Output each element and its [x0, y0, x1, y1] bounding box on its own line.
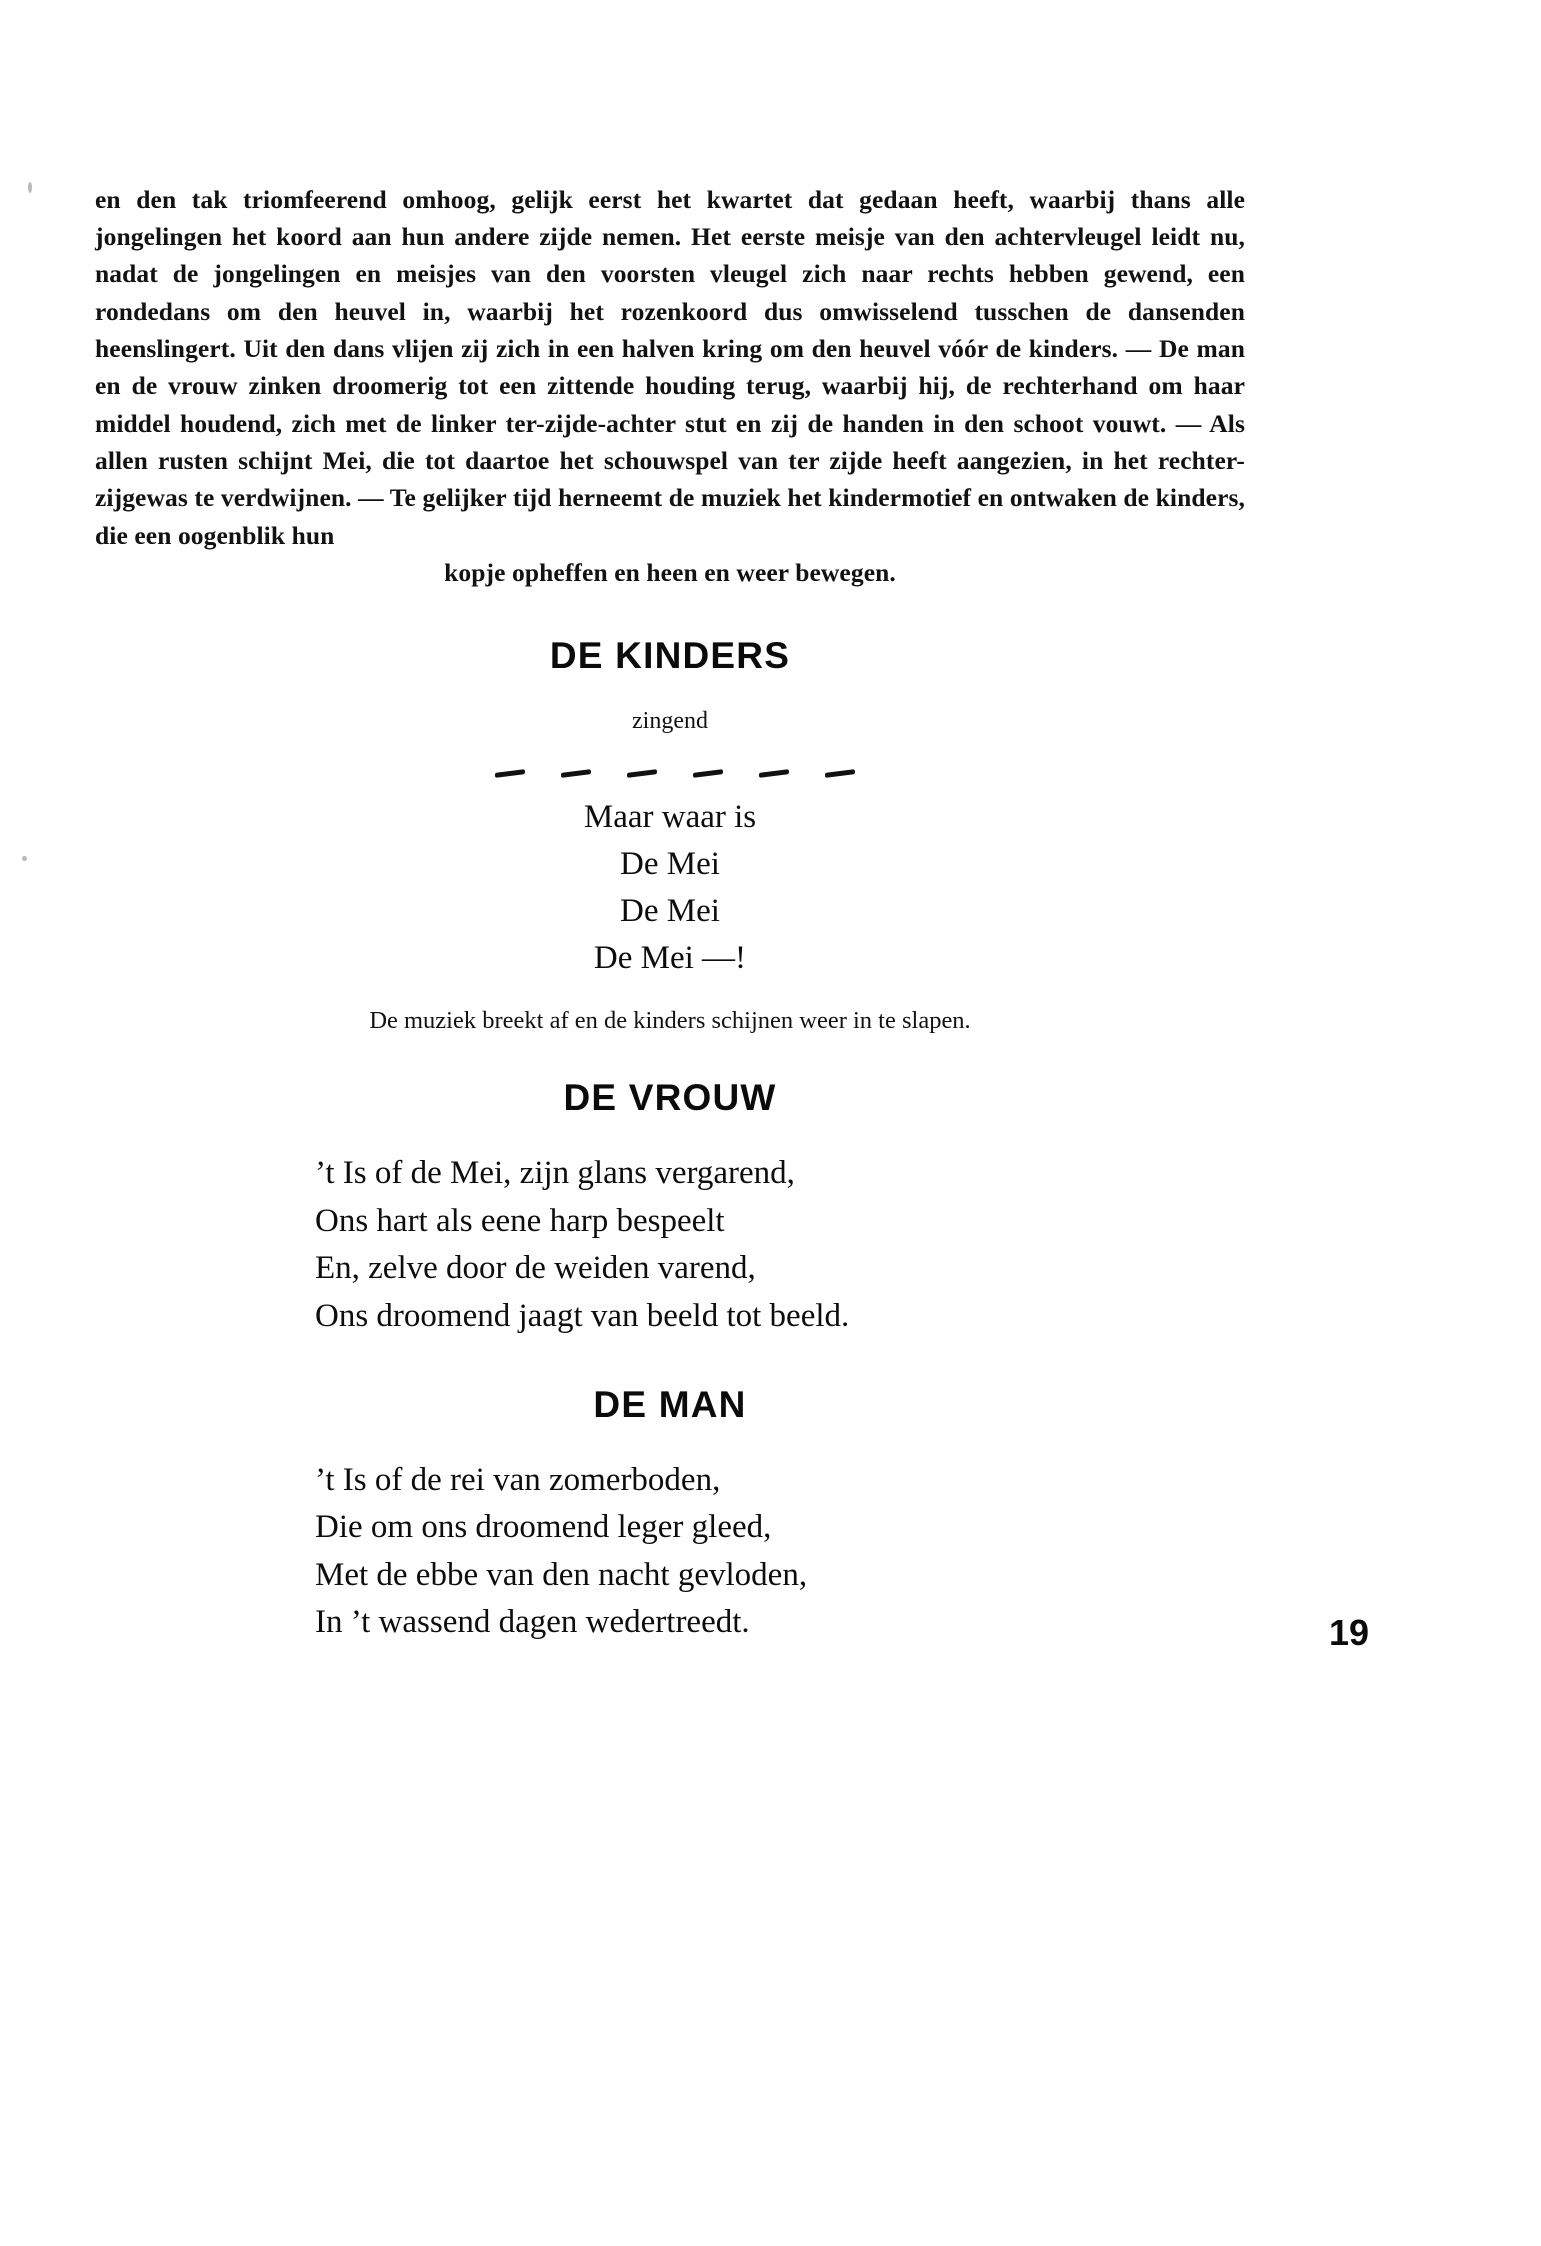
verse-man	[95, 1457, 1245, 1647]
dash-icon	[495, 769, 525, 778]
verse-line: De Mei —!	[593, 939, 747, 976]
page-number: 19	[1328, 1612, 1369, 1653]
speaker-heading-kinders: DE KINDERS	[549, 635, 791, 677]
verse-vrouw	[95, 1150, 1245, 1340]
stage-direction-paragraph	[95, 181, 1245, 592]
verse-line: Die om ons droomend leger gleed,	[315, 1509, 772, 1546]
stage-direction-note: De muziek breekt af en de kinders schijnen weer in te slapen.	[369, 1007, 971, 1035]
page-content	[95, 155, 1245, 1647]
speaker-heading-vrouw: DE VROUW	[563, 1077, 777, 1119]
scan-artifact-icon	[22, 856, 27, 861]
verse-line: De Mei	[620, 892, 720, 929]
verse-line: En, zelve door de weiden varend,	[315, 1250, 756, 1287]
verse-line: Met de ebbe van den nacht gevloden,	[315, 1556, 808, 1593]
dash-icon	[627, 769, 657, 778]
verse-kinders	[95, 794, 1245, 981]
dash-icon	[561, 769, 591, 778]
music-rest-dashes	[105, 771, 1245, 776]
stage-direction-last-line: kopje opheffen en heen en weer bewegen.	[444, 557, 896, 587]
speaker-heading-man: DE MAN	[593, 1384, 747, 1426]
verse-line: Maar waar is	[583, 798, 757, 835]
verse-line: In ’t wassend dagen wedertreedt.	[315, 1604, 750, 1641]
dash-icon	[825, 769, 855, 778]
stage-direction-text: en den tak triomfeerend omhoog, gelijk eerst het kwartet dat gedaan heeft, waarbij thans alle jongelingen het koord aan hun andere zijde nemen. Het eerste meisje van den achtervleugel leidt nu, nadat de jongelingen en meisjes van den voorsten vleugel zich naar rechts hebben gewend, een rondedans om den heuvel in, waarbij het rozenkoord dus omwisselend tusschen de dansenden heenslingert. Uit den dans vlijen zij zich in een halven kring om den heuvel vóór de kinders. — De man en de vrouw zinken droomerig tot een zittende houding terug, waarbij hij, de rechterhand om haar middel houdend, zich met de linker ter-zijde-achter stut en zij de handen in den schoot vouwt. — Als allen rusten schijnt Mei, die tot daartoe het schouwspel van ter zijde heeft aangezien, in het rechter-zijgewas te verdwijnen. — Te gelijker tijd herneemt de muziek het kindermotief en ontwaken de kinders, die een oogenblik hun	[95, 184, 1245, 550]
scan-artifact-icon	[28, 182, 32, 193]
verse-line: De Mei	[620, 845, 720, 882]
speaker-subnote-kinders: zingend	[632, 707, 708, 734]
verse-line: Ons hart als eene harp bespeelt	[315, 1202, 725, 1239]
dash-icon	[693, 769, 723, 778]
dash-icon	[759, 769, 789, 778]
verse-line: Ons droomend jaagt van beeld tot beeld.	[315, 1297, 850, 1334]
verse-line: ’t Is of de Mei, zijn glans vergarend,	[315, 1155, 795, 1192]
verse-line: ’t Is of de rei van zomerboden,	[315, 1461, 721, 1498]
